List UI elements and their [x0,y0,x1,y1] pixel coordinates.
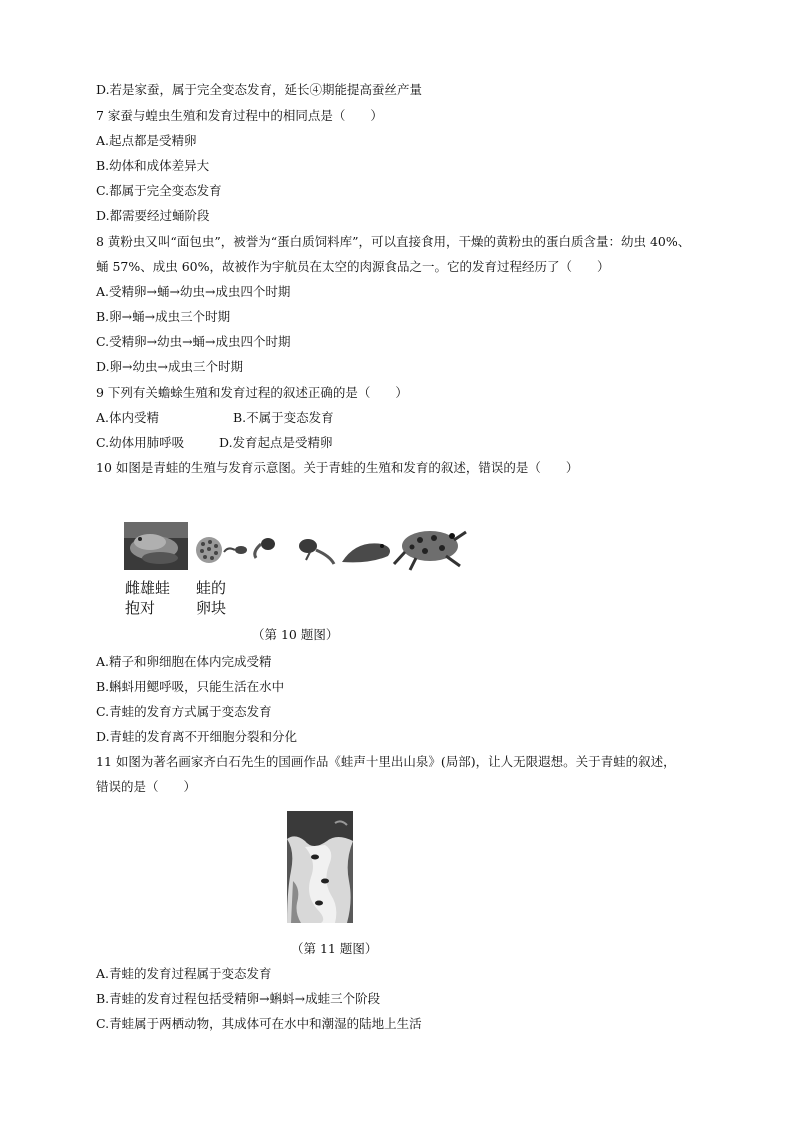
q9-option-b: B.不属于变态发育 [233,410,334,425]
q11-figure-caption: （第 11 题图） [291,941,378,956]
ink-painting-icon [287,811,353,923]
q8-option-c: C.受精卵→幼虫→蛹→成虫四个时期 [96,334,291,349]
q11-option-a: A.青蛙的发育过程属于变态发育 [96,966,272,981]
q7-option-d: D.都需要经过蛹阶段 [96,208,210,223]
q10-label-mating-line2: 抱对 [125,599,156,617]
q7-option-c: C.都属于完全变态发育 [96,183,222,198]
q7-option-a: A.起点都是受精卵 [96,133,197,148]
q10-label-eggs-line1: 蛙的 [196,579,227,597]
q10-option-a: A.精子和卵细胞在体内完成受精 [96,654,272,669]
q10-label-mating-line1: 雌雄蛙 [125,579,171,597]
q9-option-a: A.体内受精 [96,410,160,425]
q10-option-b: B.蝌蚪用鳃呼吸，只能生活在水中 [96,679,285,694]
q10-option-c: C.青蛙的发育方式属于变态发育 [96,704,272,719]
q9-stem: 9 下列有关蟾蜍生殖和发育过程的叙述正确的是（ ） [96,385,408,400]
q10-stem: 10 如图是青蛙的生殖与发育示意图。关于青蛙的生殖和发育的叙述，错误的是（ ） [96,460,579,475]
q8-stem-line1: 8 黄粉虫又叫“面包虫”，被誉为“蛋白质饲料库”，可以直接食用，干燥的黄粉虫的蛋白质含量：幼虫 40%、 [96,234,691,249]
q9-option-d: D.发育起点是受精卵 [219,435,333,450]
q8-option-b: B.卵→蛹→成虫三个时期 [96,309,231,324]
q11-stem-line1: 11 如图为著名画家齐白石先生的国画作品《蛙声十里出山泉》(局部)，让人无限遐想。关于青蛙的叙述， [96,754,676,769]
frog-life-cycle-icon [120,518,470,572]
q9-option-c: C.幼体用肺呼吸 [96,435,185,450]
q10-figure-caption: （第 10 题图） [252,627,339,642]
q8-option-a: A.受精卵→蛹→幼虫→成虫四个时期 [96,284,291,299]
q11-stem-line2: 错误的是（ ） [96,779,197,794]
q10-label-eggs-line2: 卵块 [196,599,227,617]
q8-stem-line2: 蛹 57%、成虫 60%，故被作为宇航员在太空的肉源食品之一。它的发育过程经历了（ ） [96,259,610,274]
q7-option-b: B.幼体和成体差异大 [96,158,210,173]
q7-stem: 7 家蚕与蝗虫生殖和发育过程中的相同点是（ ） [96,108,383,123]
q11-option-c: C.青蛙属于两栖动物，其成体可在水中和潮湿的陆地上生活 [96,1016,422,1031]
q10-option-d: D.青蛙的发育离不开细胞分裂和分化 [96,729,298,744]
q8-option-d: D.卵→幼虫→成虫三个时期 [96,359,243,374]
q6-option-d: D.若是家蚕，属于完全变态发育，延长④期能提高蚕丝产量 [96,82,423,97]
q11-option-b: B.青蛙的发育过程包括受精卵→蝌蚪→成蛙三个阶段 [96,991,381,1006]
